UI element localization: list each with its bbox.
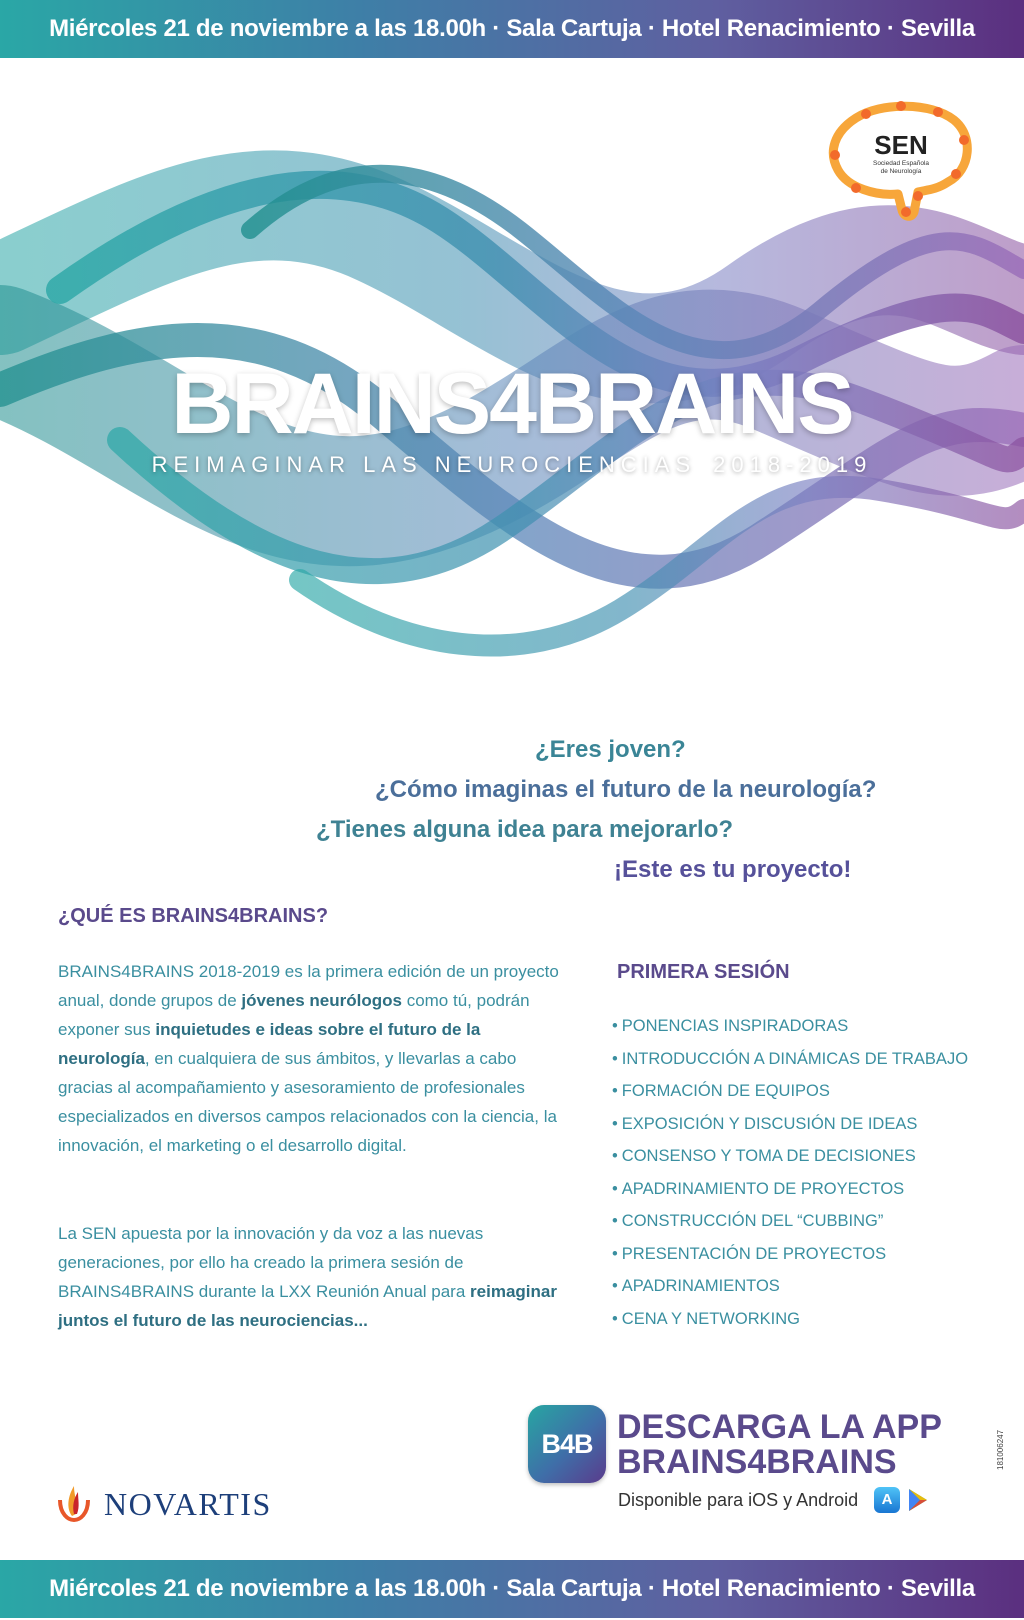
session-agenda-list	[612, 1015, 968, 1340]
event-banner-top	[0, 0, 1024, 58]
novartis-wordmark: NOVARTIS	[104, 1486, 272, 1522]
about-p1-text-2: como tú, podrán exponer sus	[58, 991, 530, 1039]
app-download-title	[617, 1410, 942, 1480]
about-paragraph-1	[58, 957, 568, 1160]
sen-full-name	[826, 160, 976, 176]
google-play-icon[interactable]	[905, 1487, 931, 1513]
main-title: BRAINS4BRAINS	[171, 356, 853, 452]
agenda-item: • EXPOSICIÓN Y DISCUSIÓN DE IDEAS	[612, 1113, 968, 1146]
app-store-glyph: A	[881, 1491, 893, 1508]
app-store-icon[interactable]	[874, 1487, 900, 1513]
question-2: ¿Cómo imaginas el futuro de la neurología?	[375, 776, 877, 803]
agenda-item: • APADRINAMIENTO DE PROYECTOS	[612, 1178, 968, 1211]
agenda-item: • CONSENSO Y TOMA DE DECISIONES	[612, 1145, 968, 1178]
app-icon-text: B4B	[541, 1429, 593, 1459]
event-banner-bottom	[0, 1560, 1024, 1618]
about-p1-bold-2: inquietudes e ideas sobre el futuro de la neurología	[58, 1020, 481, 1068]
agenda-item: • INTRODUCCIÓN A DINÁMICAS DE TRABAJO	[612, 1048, 968, 1081]
about-p2-text: La SEN apuesta por la innovación y da voz a las nuevas generaciones, por ello ha creado la primera sesión de BRAINS4BRAINS durante la LXX Reunión Anual para	[58, 1224, 484, 1301]
app-title-line-2: BRAINS4BRAINS	[617, 1443, 897, 1481]
print-code: 181006247	[996, 1429, 1005, 1470]
sen-full-name-line2: de Neurología	[880, 168, 922, 175]
agenda-item: • CONSTRUCCIÓN DEL “CUBBING”	[612, 1210, 968, 1243]
about-p1-text-1: BRAINS4BRAINS 2018-2019 es la primera edición de un proyecto anual, donde grupos de	[58, 962, 559, 1010]
event-banner-text: Miércoles 21 de noviembre a las 18.00h · Sala Cartuja · Hotel Renacimiento · Sevilla	[49, 1575, 975, 1602]
sen-acronym: SEN	[874, 130, 928, 160]
subtitle-years: 2018-2019	[713, 452, 873, 477]
novartis-flame-icon	[52, 1480, 96, 1524]
agenda-item: • CENA Y NETWORKING	[612, 1308, 968, 1341]
about-paragraph-2	[58, 1219, 568, 1335]
agenda-item: • APADRINAMIENTOS	[612, 1275, 968, 1308]
subtitle-divider	[700, 454, 701, 478]
main-subtitle	[0, 452, 1024, 478]
app-availability: Disponible para iOS y Android	[618, 1490, 859, 1510]
about-p1-text-3: , en cualquiera de sus ámbitos, y llevarlas a cabo gracias al acompañamiento y asesoramiento de profesionales especializados en diversos campos relacionados con la ciencia, la innovación, el marketing o el desarrollo digital.	[58, 1049, 557, 1155]
about-p1-bold-1: jóvenes neurólogos	[241, 991, 402, 1010]
sen-logo	[826, 100, 976, 225]
session-heading: PRIMERA SESIÓN	[617, 961, 790, 983]
question-4: ¡Este es tu proyecto!	[614, 856, 852, 883]
sen-full-name-line1: Sociedad Española	[872, 160, 929, 167]
agenda-item: • FORMACIÓN DE EQUIPOS	[612, 1080, 968, 1113]
agenda-item: • PRESENTACIÓN DE PROYECTOS	[612, 1243, 968, 1276]
question-3: ¿Tienes alguna idea para mejorarlo?	[316, 816, 734, 843]
about-heading: ¿QUÉ ES BRAINS4BRAINS?	[58, 905, 329, 927]
event-banner-text: Miércoles 21 de noviembre a las 18.00h · Sala Cartuja · Hotel Renacimiento · Sevilla	[49, 15, 975, 42]
agenda-item: • PONENCIAS INSPIRADORAS	[612, 1015, 968, 1048]
b4b-app-icon[interactable]	[528, 1405, 606, 1483]
novartis-logo	[52, 1478, 312, 1528]
question-1: ¿Eres joven?	[535, 736, 686, 763]
about-p2-bold: reimaginar juntos el futuro de las neurociencias...	[58, 1282, 557, 1330]
app-title-line-1: DESCARGA LA APP	[617, 1408, 942, 1446]
subtitle-text: REIMAGINAR LAS NEUROCIENCIAS	[151, 452, 697, 477]
